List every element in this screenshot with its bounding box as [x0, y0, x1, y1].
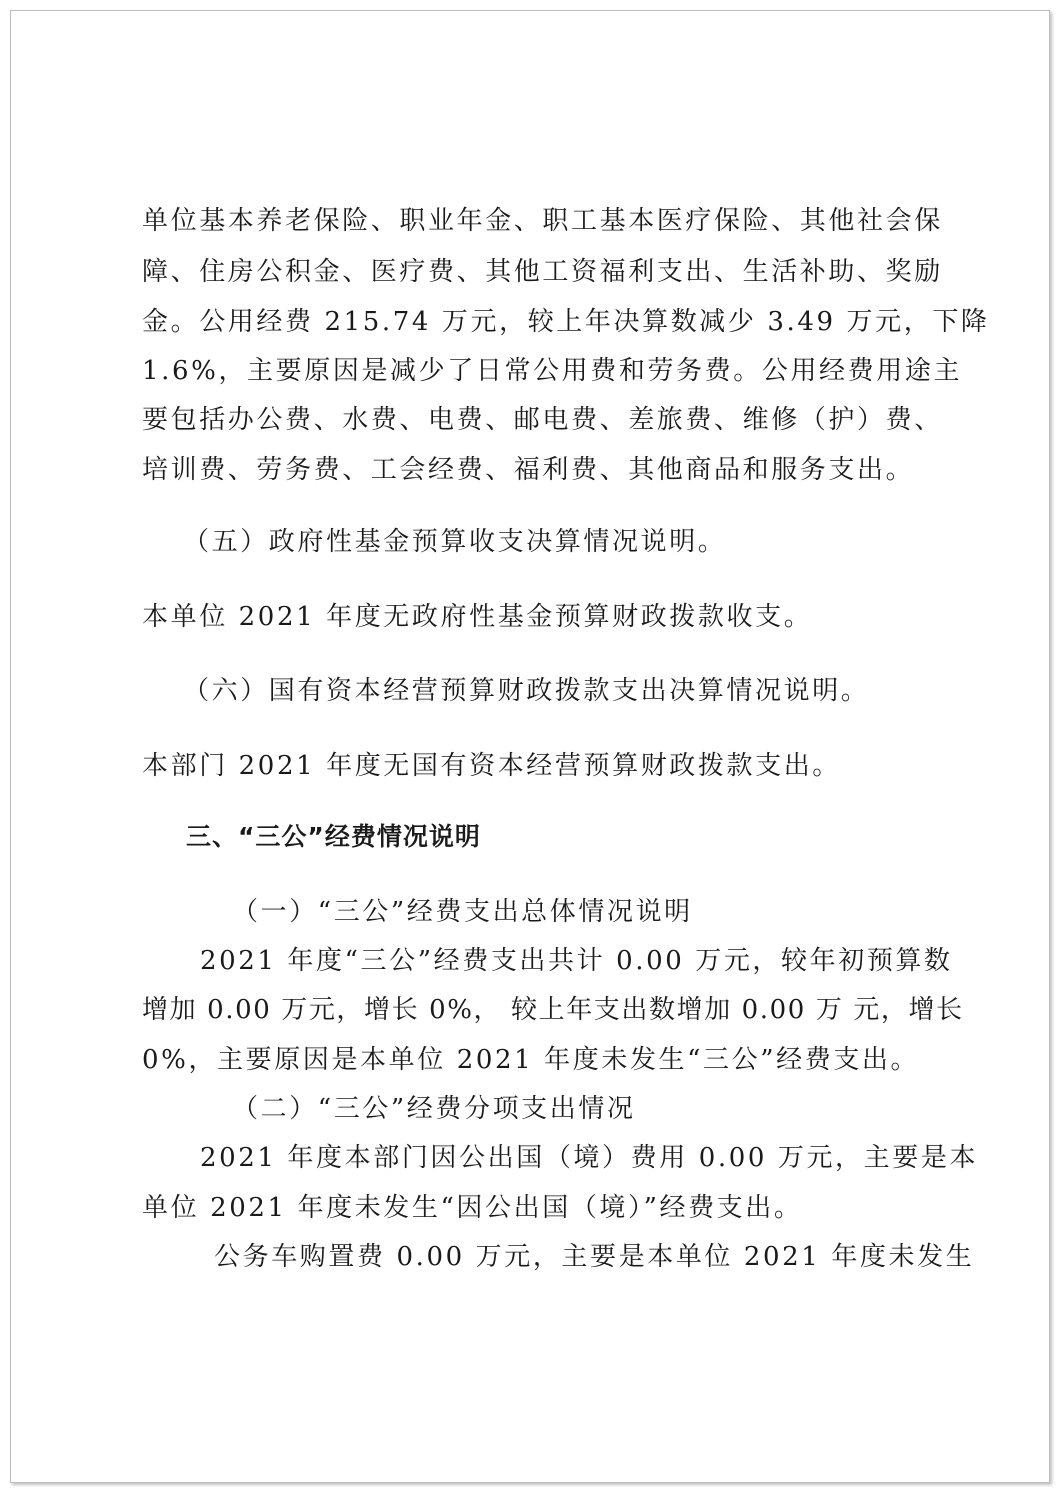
heading-government-fund: （五）政府性基金预算收支决算情况说明。 [183, 527, 727, 557]
heading-state-capital: （六）国有资本经营预算财政拨款支出决算情况说明。 [183, 676, 870, 706]
subheading-overall: （一）“三公”经费支出总体情况说明 [232, 897, 693, 927]
paragraph-line: 障、住房公积金、医疗费、其他工资福利支出、生活补助、奖励 [142, 257, 943, 287]
paragraph-line: 2021 年度本部门因公出国（境）费用 0.00 万元，主要是本 [200, 1143, 979, 1173]
paragraph-line: 要包括办公费、水费、电费、邮电费、差旅费、维修（护）费、 [142, 405, 943, 435]
paragraph-line: 0%，主要原因是本单位 2021 年度未发生“三公”经费支出。 [142, 1045, 920, 1075]
paragraph-line: 培训费、劳务费、工会经费、福利费、其他商品和服务支出。 [142, 455, 915, 485]
paragraph-line: 公务车购置费 0.00 万元，主要是本单位 2021 年度未发生 [214, 1242, 975, 1272]
subheading-itemized: （二）“三公”经费分项支出情况 [232, 1094, 636, 1124]
paragraph-line: 单位 2021 年度未发生“因公出国（境）”经费支出。 [142, 1193, 803, 1223]
text-state-capital: 本部门 2021 年度无国有资本经营预算财政拨款支出。 [142, 751, 841, 781]
paragraph-line: 增加 0.00 万元，增长 0%， 较上年支出数增加 0.00 万 元，增长 [142, 995, 964, 1025]
paragraph-line: 金。公用经费 215.74 万元，较上年决算数减少 3.49 万元，下降 [142, 307, 990, 337]
paragraph-line: 2021 年度“三公”经费支出共计 0.00 万元，较年初预算数 [200, 946, 953, 976]
section-three-title: 三、“三公”经费情况说明 [186, 822, 481, 851]
paragraph-line: 1.6%，主要原因是减少了日常公用费和劳务费。公用经费用途主 [142, 356, 963, 386]
paragraph-line: 单位基本养老保险、职业年金、职工基本医疗保险、其他社会保 [142, 206, 943, 236]
text-government-fund: 本单位 2021 年度无政府性基金预算财政拨款收支。 [142, 602, 813, 632]
